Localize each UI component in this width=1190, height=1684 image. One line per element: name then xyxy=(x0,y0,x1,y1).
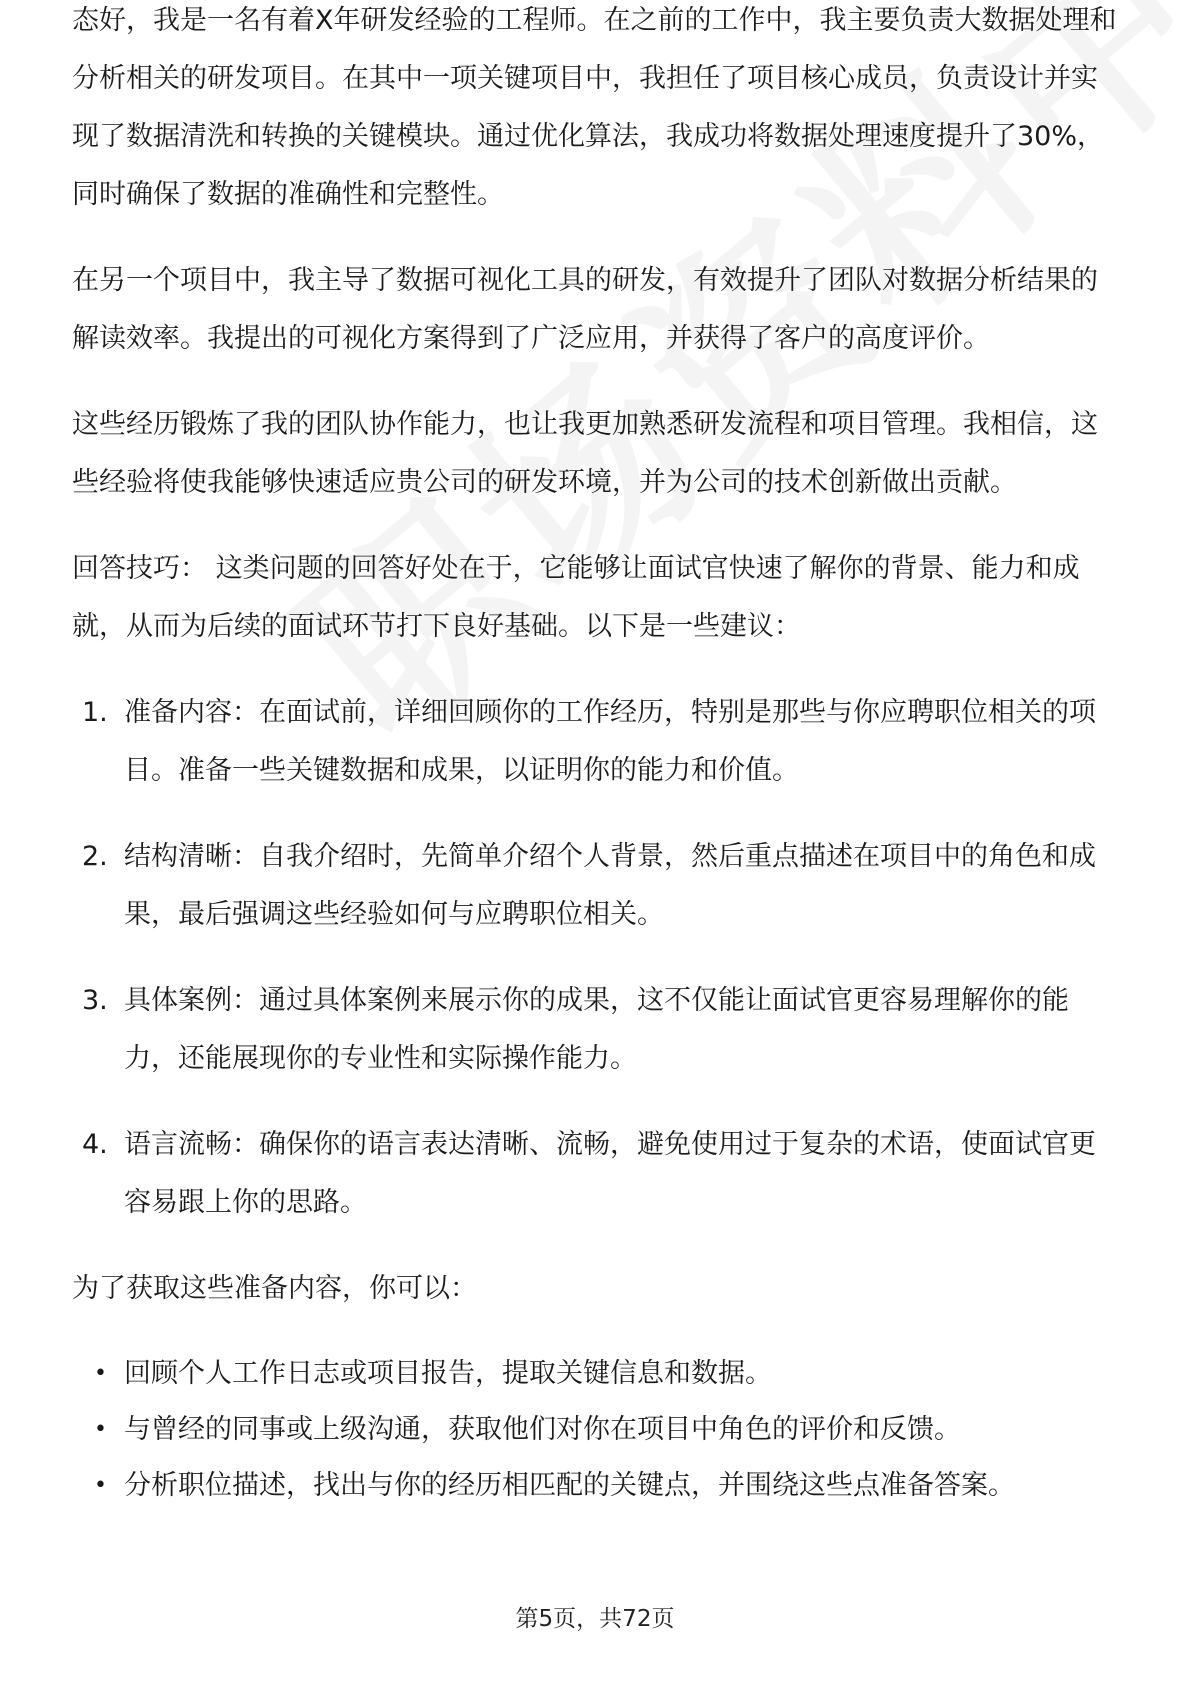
list-number: 3. xyxy=(82,985,108,1016)
list-item xyxy=(72,684,1122,800)
bullet-dot-icon: • xyxy=(94,1417,107,1442)
bullet-dot-icon: • xyxy=(94,1473,107,1498)
list-number: 1. xyxy=(82,697,108,728)
list-item-text: 准备内容：在面试前，详细回顾你的工作经历，特别是那些与你应聘职位相关的项目。准备一些关键数据和成果，以证明你的能力和价值。 xyxy=(124,697,1096,786)
bullet-text: 回顾个人工作日志或项目报告，提取关键信息和数据。 xyxy=(124,1358,772,1389)
bullet-text: 与曾经的同事或上级沟通，获取他们对你在项目中角色的评价和反馈。 xyxy=(124,1414,961,1445)
bullet-item xyxy=(72,1346,1122,1402)
list-item-text: 具体案例：通过具体案例来展示你的成果，这不仅能让面试官更容易理解你的能力，还能展现你的专业性和实际操作能力。 xyxy=(124,985,1069,1074)
bullet-item xyxy=(72,1402,1122,1458)
page-footer: 第5页，共72页 xyxy=(515,1606,675,1632)
list-number: 2. xyxy=(82,841,108,872)
paragraph-answer-tips: 回答技巧： 这类问题的回答好处在于，它能够让面试官快速了解你的背景、能力和成就，从而为后续的面试环节打下良好基础。以下是一些建议： xyxy=(72,553,1080,642)
paragraph-project: 在另一个项目中，我主导了数据可视化工具的研发，有效提升了团队对数据分析结果的解读效率。我提出的可视化方案得到了广泛应用，并获得了客户的高度评价。 xyxy=(72,265,1098,354)
paragraph-experience: 这些经历锻炼了我的团队协作能力，也让我更加熟悉研发流程和项目管理。我相信，这些经验将使我能够快速适应贵公司的研发环境，并为公司的技术创新做出贡献。 xyxy=(72,409,1098,498)
list-item-text: 语言流畅：确保你的语言表达清晰、流畅，避免使用过于复杂的术语，使面试官更容易跟上你的思路。 xyxy=(124,1129,1096,1218)
paragraph-intro: 态好，我是一名有着X年研发经验的工程师。在之前的工作中，我主要负责大数据处理和分析相关的研发项目。在其中一项关键项目中，我担任了项目核心成员，负责设计并实现了数据清洗和转换的关键模块。通过优化算法，我成功将数据处理速度提升了30%，同时确保了数据的准确性和完整性。 xyxy=(72,5,1117,210)
bullet-text: 分析职位描述，找出与你的经历相匹配的关键点，并围绕这些点准备答案。 xyxy=(124,1470,1015,1501)
list-item xyxy=(72,972,1122,1088)
prep-bullet-list xyxy=(72,1346,1122,1514)
list-item xyxy=(72,1116,1122,1232)
tips-list xyxy=(72,684,1122,1232)
list-item xyxy=(72,828,1122,944)
list-item-text: 结构清晰：自我介绍时，先简单介绍个人背景，然后重点描述在项目中的角色和成果，最后强调这些经验如何与应聘职位相关。 xyxy=(124,841,1096,930)
bullet-item xyxy=(72,1458,1122,1514)
list-number: 4. xyxy=(82,1129,108,1160)
bullet-dot-icon: • xyxy=(94,1361,107,1386)
paragraph-prep-intro: 为了获取这些准备内容，你可以： xyxy=(72,1273,477,1304)
document-body xyxy=(72,5,1122,1514)
